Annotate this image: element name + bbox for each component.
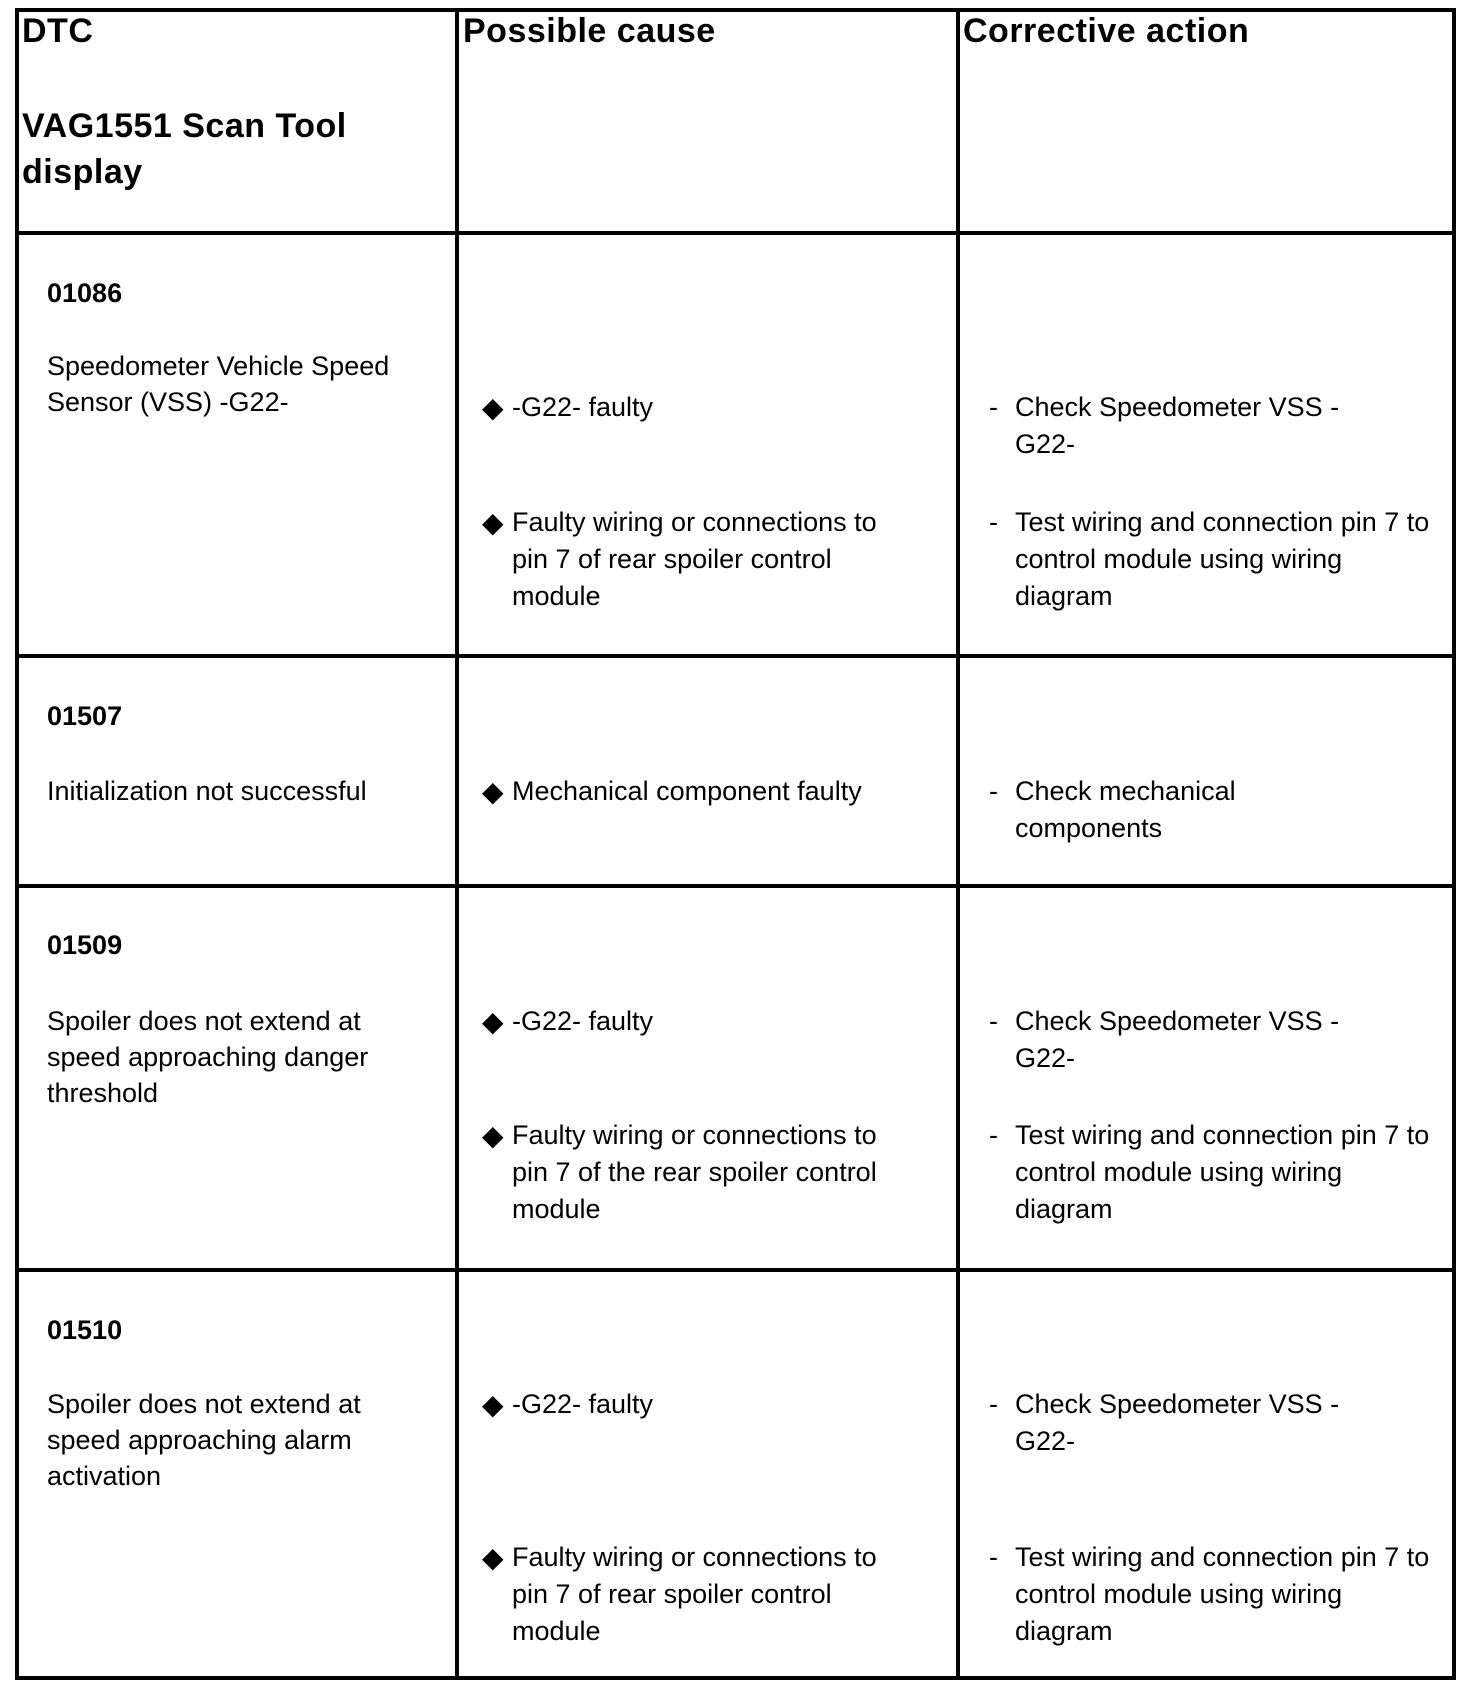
dash-marker: - [989, 392, 998, 422]
action-text: Test wiring and connection pin 7 to control module using wiring diagram [1015, 1120, 1430, 1224]
cause-text: Faulty wiring or connections to pin 7 of rear spoiler control module [512, 1542, 877, 1646]
action-item [989, 389, 1434, 463]
header-dtc-label: DTC [22, 12, 94, 50]
cause-item [482, 1539, 922, 1650]
dtc-code-01510: 01510 [47, 1315, 123, 1345]
cause-text: -G22- faulty [512, 1006, 654, 1036]
diamond-bullet-icon: ◆ [482, 776, 504, 807]
header-scan-tool-label: VAG1551 Scan Tool display [22, 107, 347, 191]
dtc-code-01509: 01509 [47, 930, 123, 960]
action-text: Check Speedometer VSS -G22- [1015, 392, 1340, 459]
action-text: Check mechanical components [1015, 776, 1236, 843]
dash-marker: - [989, 1006, 998, 1036]
cause-text: Mechanical component faulty [512, 776, 862, 806]
dtc-description-01507: Initialization not successful [47, 776, 367, 806]
dash-marker: - [989, 1542, 998, 1572]
diamond-bullet-icon: ◆ [482, 507, 504, 538]
dtc-description-01509: Spoiler does not extend at speed approaching danger threshold [47, 1006, 369, 1108]
dash-marker: - [989, 507, 998, 537]
header-dtc [22, 8, 93, 54]
dash-marker: - [989, 1120, 998, 1150]
table-border-bottom [15, 1676, 1456, 1680]
row-divider-2 [15, 884, 1456, 888]
action-text: Check Speedometer VSS -G22- [1015, 1006, 1340, 1073]
action-text: Test wiring and connection pin 7 to control module using wiring diagram [1015, 1542, 1430, 1646]
table-border-left [15, 8, 19, 1680]
column-divider-1 [455, 8, 459, 1680]
cause-item [482, 504, 922, 615]
cause-item [482, 1003, 922, 1040]
action-item [989, 1003, 1434, 1077]
action-item [989, 773, 1434, 847]
action-text: Test wiring and connection pin 7 to control module using wiring diagram [1015, 507, 1430, 611]
header-corrective-action: Corrective action [963, 12, 1250, 50]
row-divider-1 [15, 654, 1456, 658]
action-item [989, 1117, 1434, 1228]
action-item [989, 504, 1434, 615]
column-divider-2 [956, 8, 960, 1680]
action-text: Check Speedometer VSS -G22- [1015, 1389, 1340, 1456]
dtc-description-01086: Speedometer Vehicle Speed Sensor (VSS) -G22- [47, 351, 390, 417]
action-item [989, 1386, 1434, 1460]
cause-text: -G22- faulty [512, 1389, 654, 1419]
header-possible-cause: Possible cause [463, 12, 716, 50]
dash-marker: - [989, 776, 998, 806]
diamond-bullet-icon: ◆ [482, 1120, 504, 1151]
dash-marker: - [989, 1389, 998, 1419]
cause-item [482, 1117, 922, 1228]
diamond-bullet-icon: ◆ [482, 1006, 504, 1037]
cause-text: -G22- faulty [512, 392, 654, 422]
cause-text: Faulty wiring or connections to pin 7 of rear spoiler control module [512, 507, 877, 611]
cause-text: Faulty wiring or connections to pin 7 of the rear spoiler control module [512, 1120, 877, 1224]
table-border-right [1452, 8, 1456, 1680]
diamond-bullet-icon: ◆ [482, 1542, 504, 1573]
diamond-bullet-icon: ◆ [482, 1389, 504, 1420]
cause-item [482, 389, 922, 426]
cause-item [482, 1386, 922, 1423]
dtc-code-01507: 01507 [47, 701, 123, 731]
dtc-code-01086: 01086 [47, 278, 123, 308]
action-item [989, 1539, 1434, 1650]
cause-item [482, 773, 937, 810]
row-divider-3 [15, 1268, 1456, 1272]
dtc-description-01510: Spoiler does not extend at speed approaching alarm activation [47, 1389, 361, 1491]
row-divider-header [15, 231, 1456, 235]
diamond-bullet-icon: ◆ [482, 392, 504, 423]
header-scan-tool-display [22, 103, 442, 195]
